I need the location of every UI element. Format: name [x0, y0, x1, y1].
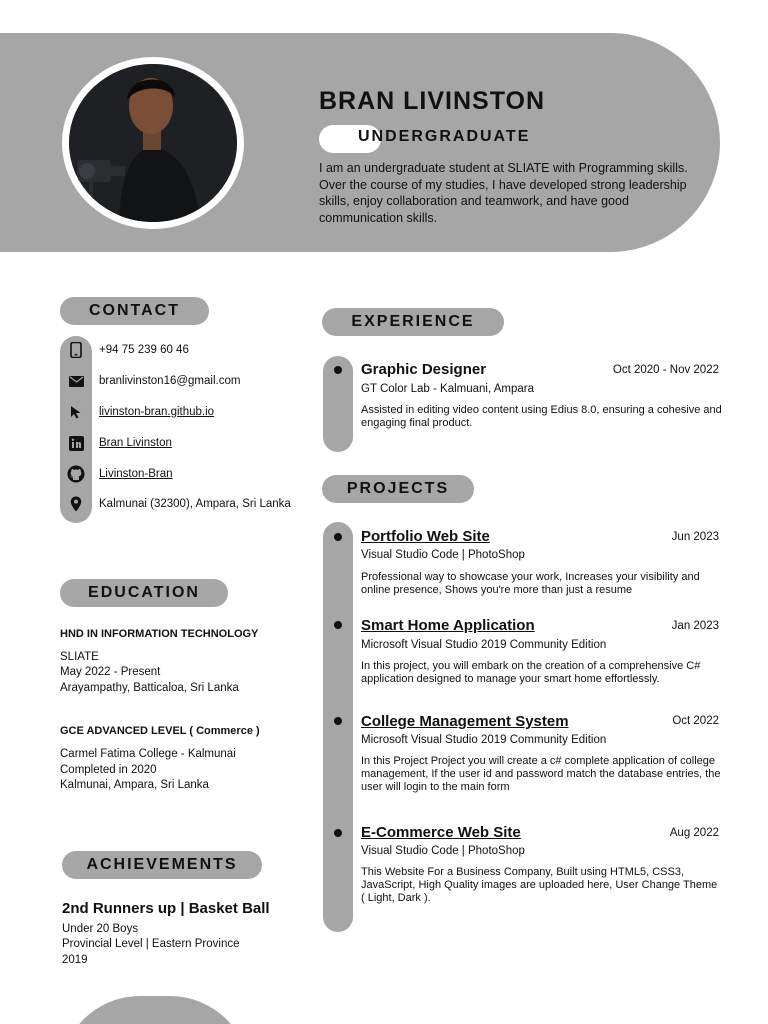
location-icon: [66, 494, 86, 514]
contact-linkedin-link[interactable]: Bran Livinston: [99, 437, 172, 449]
project-title-ecommerce[interactable]: E-Commerce Web Site: [361, 824, 521, 841]
project-description: Professional way to showcase your work, Increases your visibility and online presence, Shows you're more than just a resume: [361, 571, 700, 596]
achievement-line: Under 20 Boys: [62, 923, 139, 935]
contact-location-text: Kalmunai (32300), Ampara, Sri Lanka: [99, 498, 291, 510]
education-line: May 2022 - Present: [60, 666, 161, 678]
project-tools: Microsoft Visual Studio 2019 Community Edition: [361, 639, 607, 651]
candidate-role: UNDERGRADUATE: [358, 128, 531, 145]
project-description: In this project, you will embark on the creation of a comprehensive C# application designed to manage your smart home effortlessly.: [361, 660, 701, 685]
phone-icon: [66, 340, 86, 360]
bottom-decoration: [60, 996, 250, 1024]
achievement-title: 2nd Runners up | Basket Ball: [62, 900, 270, 917]
contact-website[interactable]: [66, 402, 214, 422]
projects-rail: [323, 522, 353, 932]
contact-github-link[interactable]: Livinston-Bran: [99, 468, 173, 480]
education-heading: EDUCATION: [60, 579, 228, 607]
contact-phone: [66, 340, 189, 360]
project-tools: Visual Studio Code | PhotoShop: [361, 845, 525, 857]
timeline-dot: [334, 621, 342, 629]
candidate-name: BRAN LIVINSTON: [319, 87, 546, 115]
education-line: Kalmunai, Ampara, Sri Lanka: [60, 779, 209, 791]
github-icon: [66, 464, 86, 484]
contact-github[interactable]: [66, 464, 173, 484]
contact-linkedin[interactable]: [66, 433, 172, 453]
profile-summary: I am an undergraduate student at SLIATE with Programming skills. Over the course of my studies, I have developed strong leadership skills, enjoy collaboration and teamwork, and have good communication skills.: [319, 161, 688, 225]
project-date: Oct 2022: [672, 715, 719, 727]
education-title-hnd: HND IN INFORMATION TECHNOLOGY: [60, 628, 259, 640]
contact-email-text: branlivinston16@gmail.com: [99, 375, 241, 387]
contact-phone-text: +94 75 239 60 46: [99, 344, 189, 356]
achievement-line: Provincial Level | Eastern Province: [62, 938, 240, 950]
contact-website-link[interactable]: livinston-bran.github.io: [99, 406, 215, 418]
project-description: In this Project Project you will create a c# complete application of college management, If the user id and password match the database entries, the user will login to the main form: [361, 755, 721, 793]
experience-company: GT Color Lab - Kalmuani, Ampara: [361, 383, 535, 395]
project-tools: Microsoft Visual Studio 2019 Community Edition: [361, 734, 607, 746]
education-title-gce: GCE ADVANCED LEVEL ( Commerce ): [60, 725, 260, 737]
contact-email: [66, 371, 240, 391]
education-line: Completed in 2020: [60, 764, 157, 776]
experience-title: Graphic Designer: [361, 361, 487, 378]
education-line: Arayampathy, Batticaloa, Sri Lanka: [60, 682, 239, 694]
person-silhouette-icon: [69, 64, 237, 222]
contact-heading: CONTACT: [60, 297, 209, 325]
project-title-smart-home[interactable]: Smart Home Application: [361, 617, 535, 634]
timeline-dot: [334, 366, 342, 374]
project-title-college[interactable]: College Management System: [361, 713, 569, 730]
project-date: Jun 2023: [671, 531, 719, 543]
contact-location: [66, 494, 291, 514]
projects-heading: PROJECTS: [322, 475, 474, 503]
timeline-dot: [334, 533, 342, 541]
education-line: Carmel Fatima College - Kalmunai: [60, 748, 236, 760]
experience-heading: EXPERIENCE: [322, 308, 504, 336]
project-title-portfolio[interactable]: Portfolio Web Site: [361, 528, 490, 545]
linkedin-icon: [66, 433, 86, 453]
project-description: This Website For a Business Company, Built using HTML5, CSS3, JavaScript, High Quality images are uploaded here, User Change Theme ( Light, Dark ).: [361, 866, 718, 904]
experience-date: Oct 2020 - Nov 2022: [612, 364, 719, 376]
achievement-line: 2019: [62, 954, 88, 966]
cursor-icon: [66, 402, 86, 422]
education-line: SLIATE: [60, 651, 99, 663]
project-date: Jan 2023: [671, 620, 719, 632]
profile-photo: [69, 64, 237, 222]
project-date: Aug 2022: [669, 827, 719, 839]
experience-description: Assisted in editing video content using Edius 8.0, ensuring a cohesive and engaging final product.: [361, 404, 722, 429]
project-tools: Visual Studio Code | PhotoShop: [361, 549, 525, 561]
achievements-heading: ACHIEVEMENTS: [62, 851, 262, 879]
timeline-dot: [334, 717, 342, 725]
timeline-dot: [334, 829, 342, 837]
email-icon: [66, 371, 86, 391]
